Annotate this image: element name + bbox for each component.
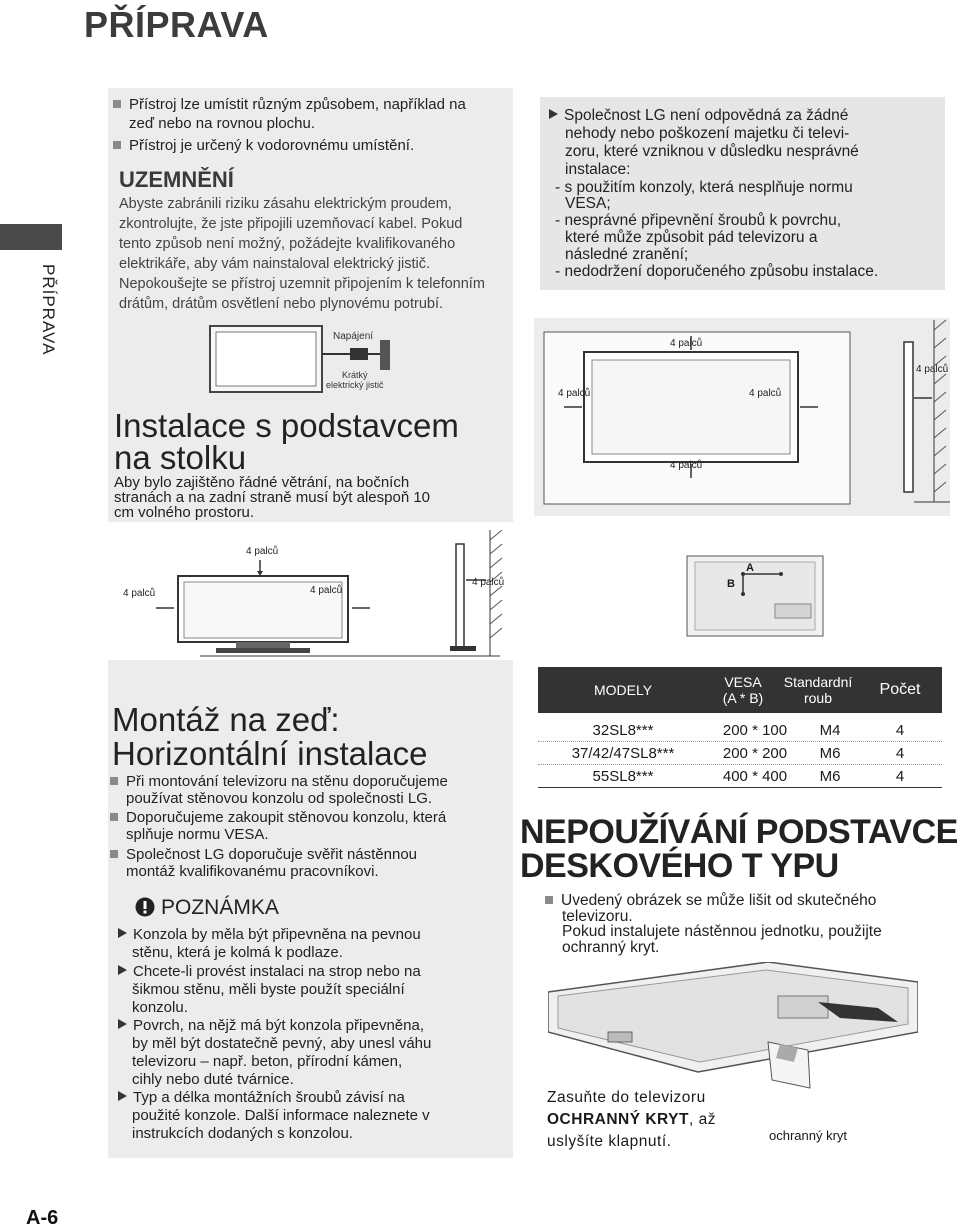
breaker-label-1: Krátký [342, 370, 368, 380]
note-item-4: Typ a délka montážních šroubů závisí na [118, 1088, 405, 1107]
power-label: Napájení [333, 331, 374, 342]
bullet-square-icon [110, 813, 118, 821]
lg-notice-line-10: - nedodržení doporučeného způsobu instalace. [555, 263, 879, 280]
header-screw: Standardní roub [783, 674, 853, 706]
bullet-square-icon [113, 141, 121, 149]
desk-stand-heading-2: DESKOVÉHO T YPU [520, 847, 839, 885]
page-number: A-6 [26, 1207, 59, 1229]
wall-bullet-3: Společnost LG doporučuje svěřit nástěnnou [110, 845, 417, 864]
lg-notice-line-9: následné zranění; [565, 246, 689, 263]
grounding-heading: UZEMNĚNÍ [119, 167, 234, 192]
lg-notice-line-1: Společnost LG není odpovědná za žádné [549, 106, 848, 125]
wall-clearance-left: 4 palců [558, 388, 591, 399]
wall-clearance-diagram [534, 318, 950, 516]
arrow-bullet-icon [118, 1019, 127, 1029]
cover-caption-1: Zasuňte do televizoru [547, 1089, 706, 1106]
bullet-square-icon [113, 100, 121, 108]
intro-bullet-1-cont: zeď nebo na rovnou plochu. [129, 115, 316, 132]
grounding-line-6: drátům, drátům osvětlení nebo plynovému potrubí. [119, 296, 444, 312]
breaker-label-2: elektrický jistič [326, 380, 384, 390]
cover-part-label: ochranný kryt [769, 1128, 848, 1143]
note-item-3-line-4: cihly nebo duté tvárnice. [132, 1071, 294, 1088]
lg-notice-line-7: - nesprávné připevnění šroubů k povrchu, [555, 212, 842, 229]
wall-clearance-right: 4 palců [749, 388, 782, 399]
page-title: PŘÍPRAVA [84, 4, 269, 45]
wall-bullet-2: Doporučujeme zakoupit stěnovou konzolu, která [110, 808, 446, 827]
note-item-4-line-2: použité konzole. Další informace naleznete v [132, 1107, 430, 1124]
side-tab-marker [0, 224, 62, 250]
note-item-1: Konzola by měla být připevněna na pevnou [118, 925, 421, 944]
vesa-label-a: A [746, 562, 754, 574]
note-item-3-line-3: televizoru – např. beton, přírodní kámen, [132, 1053, 403, 1070]
stand-text-3: cm volného prostoru. [114, 504, 255, 521]
stand-clearance-right: 4 palců [310, 585, 343, 596]
header-count: Počet [879, 681, 921, 698]
arrow-bullet-icon [118, 965, 127, 975]
desk-stand-bullet-line-3: Pokud instalujete nástěnnou jednotku, použijte [562, 923, 882, 940]
grounding-line-5: Nepokoušejte se přístroj uzemnit připojením k telefonním [119, 276, 485, 292]
vesa-label-b: B [727, 578, 735, 590]
stand-clearance-top: 4 palců [246, 546, 279, 557]
note-item-3: Povrch, na nějž má být konzola připevněna, [118, 1016, 424, 1035]
stand-heading-1: Instalace s podstavcem [114, 407, 459, 444]
cover-caption-3: uslyšíte klapnutí. [547, 1133, 672, 1150]
note-item-4-line-3: instrukcích dodaných s konzolou. [132, 1125, 353, 1142]
bullet-square-icon [545, 896, 553, 904]
note-item-2-line-2: šikmou stěnu, měli byste použít speciální [132, 981, 405, 998]
header-vesa: VESA (A * B) [722, 674, 764, 706]
grounding-line-3: tento způsob není možný, požádejte kvalifikovaného [119, 236, 456, 252]
desk-stand-bullet: Uvedený obrázek se může lišit od skutečného [545, 891, 876, 910]
vesa-table [538, 667, 942, 788]
desk-stand-heading-1: NEPOUŽÍVÁNÍ PODSTAVCE [520, 813, 958, 851]
note-item-1-line-2: stěnu, která je kolmá k podlaze. [132, 944, 343, 961]
arrow-bullet-icon [118, 1091, 127, 1101]
wall-clearance-back: 4 palců [916, 364, 949, 375]
stand-clearance-left: 4 palců [123, 588, 156, 599]
bullet-square-icon [110, 777, 118, 785]
arrow-bullet-icon [549, 109, 558, 119]
vesa-back-diagram [685, 548, 825, 638]
lg-notice-line-5: - s použitím konzoly, která nesplňuje normu [555, 179, 853, 196]
wall-clearance-top: 4 palců [670, 338, 703, 349]
lg-notice-line-2: nehody nebo poškození majetku či televi- [565, 125, 850, 142]
header-models: MODELY [593, 682, 653, 698]
grounding-line-2: zkontrolujte, že jste připojili uzemňovací kabel. Pokud [119, 216, 463, 232]
lg-notice-line-4: instalace: [565, 161, 631, 178]
stand-clearance-back: 4 palců [472, 577, 505, 588]
intro-bullet-1: Přístroj lze umístit různým způsobem, například na [113, 95, 466, 114]
side-section-label: PŘÍPRAVA [39, 264, 58, 356]
grounding-line-4: elektrikáře, aby vám nainstaloval elektrický jistič. [119, 256, 431, 272]
lg-notice-line-6: VESA; [565, 195, 611, 212]
stand-text-1: Aby bylo zajištěno řádné větrání, na bočních [114, 474, 410, 491]
note-item-2-line-3: konzolu. [132, 999, 188, 1016]
lg-notice-line-3: zoru, které vzniknou v důsledku nesprávné [565, 143, 859, 160]
stand-text-2: stranách a na zadní straně musí být alespoň 10 [114, 489, 431, 506]
cover-caption-2: OCHRANNÝ KRYT, až [547, 1111, 716, 1128]
wall-bullet-1-cont: používat stěnovou konzolu od společnosti LG. [126, 790, 433, 807]
grounding-line-1: Abyste zabránili riziku zásahu elektrickým proudem, [119, 196, 452, 212]
table-row: 32SL8*** 200 * 100 M4 4 [538, 719, 942, 742]
protective-cover-illustration [548, 962, 918, 1092]
note-item-2: Chcete-li provést instalaci na strop nebo na [118, 962, 421, 981]
wall-heading-2: Horizontální instalace [112, 735, 428, 772]
wall-bullet-3-cont: montáž kvalifikovanému pracovníkovi. [126, 863, 379, 880]
wall-bullet-1: Při montování televizoru na stěnu doporučujeme [110, 772, 448, 791]
stand-heading-2: na stolku [114, 439, 247, 476]
wall-bullet-2-cont: splňuje normu VESA. [126, 826, 269, 843]
lg-notice-line-8: které může způsobit pád televizoru a [565, 229, 818, 246]
arrow-bullet-icon [118, 928, 127, 938]
wall-clearance-bottom: 4 palců [670, 460, 703, 471]
table-row: 37/42/47SL8*** 200 * 200 M6 4 [538, 742, 942, 765]
exclamation-icon [135, 897, 155, 917]
note-item-3-line-2: by měl být dostatečně pevný, aby unesl váhu [132, 1035, 432, 1052]
wall-heading-1: Montáž na zeď: [112, 701, 340, 738]
desk-stand-bullet-line-4: ochranný kryt. [562, 939, 660, 956]
table-row: 55SL8*** 400 * 400 M6 4 [538, 765, 942, 788]
bullet-square-icon [110, 850, 118, 858]
note-heading: POZNÁMKA [161, 896, 279, 919]
vesa-table-header [538, 667, 942, 713]
desk-stand-bullet-line-2: televizoru. [562, 908, 633, 925]
intro-bullet-2: Přístroj je určený k vodorovnému umístění. [113, 136, 414, 155]
